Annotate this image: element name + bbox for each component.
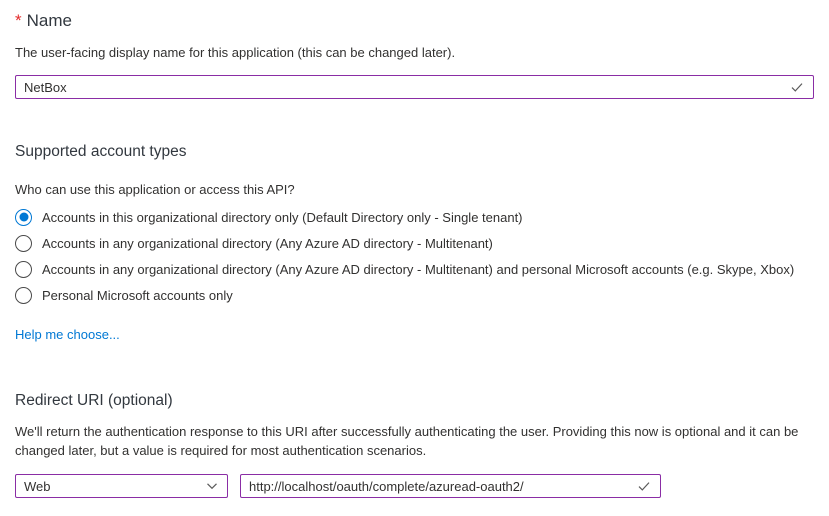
name-input[interactable] — [24, 80, 783, 95]
radio-label[interactable]: Accounts in any organizational directory (Any Azure AD directory - Multitenant) and personal Microsoft accounts (e.g. Skype, Xbox) — [42, 261, 795, 277]
redirect-uri-input[interactable] — [249, 479, 630, 494]
account-types-title: Supported account types — [15, 143, 187, 160]
radio-option-multitenant-personal[interactable] — [15, 256, 794, 282]
name-section-title — [15, 10, 72, 32]
redirect-uri-title: Redirect URI (optional) — [15, 392, 173, 409]
redirect-uri-description: We'll return the authentication response to this URI after successfully authenticating the user. Providing this now is optional and it can be changed later, but a value is required for most authentication scenarios. — [15, 424, 799, 458]
name-title-text: Name — [26, 11, 72, 30]
uri-valid-checkmark-icon — [636, 478, 652, 494]
platform-dropdown[interactable] — [15, 474, 228, 498]
radio-button[interactable] — [15, 261, 32, 278]
radio-button[interactable] — [15, 209, 32, 226]
name-description: The user-facing display name for this application (this can be changed later). — [15, 45, 456, 60]
radio-option-single-tenant[interactable] — [15, 204, 794, 230]
radio-option-multitenant[interactable] — [15, 230, 794, 256]
platform-dropdown-value: Web — [24, 478, 51, 494]
account-types-radio-group — [15, 204, 794, 308]
radio-label[interactable]: Personal Microsoft accounts only — [42, 287, 233, 303]
name-valid-checkmark-icon — [789, 79, 805, 95]
required-asterisk: * — [15, 11, 22, 30]
redirect-uri-input-box — [240, 474, 661, 498]
name-input-box — [15, 75, 814, 99]
radio-button[interactable] — [15, 235, 32, 252]
chevron-down-icon — [205, 479, 219, 493]
help-me-choose-link[interactable]: Help me choose... — [15, 327, 120, 342]
account-types-question: Who can use this application or access this API? — [15, 182, 295, 197]
radio-label[interactable]: Accounts in this organizational directory only (Default Directory only - Single tenant) — [42, 209, 523, 225]
radio-label[interactable]: Accounts in any organizational directory (Any Azure AD directory - Multitenant) — [42, 235, 493, 251]
radio-button[interactable] — [15, 287, 32, 304]
radio-option-personal-only[interactable] — [15, 282, 794, 308]
